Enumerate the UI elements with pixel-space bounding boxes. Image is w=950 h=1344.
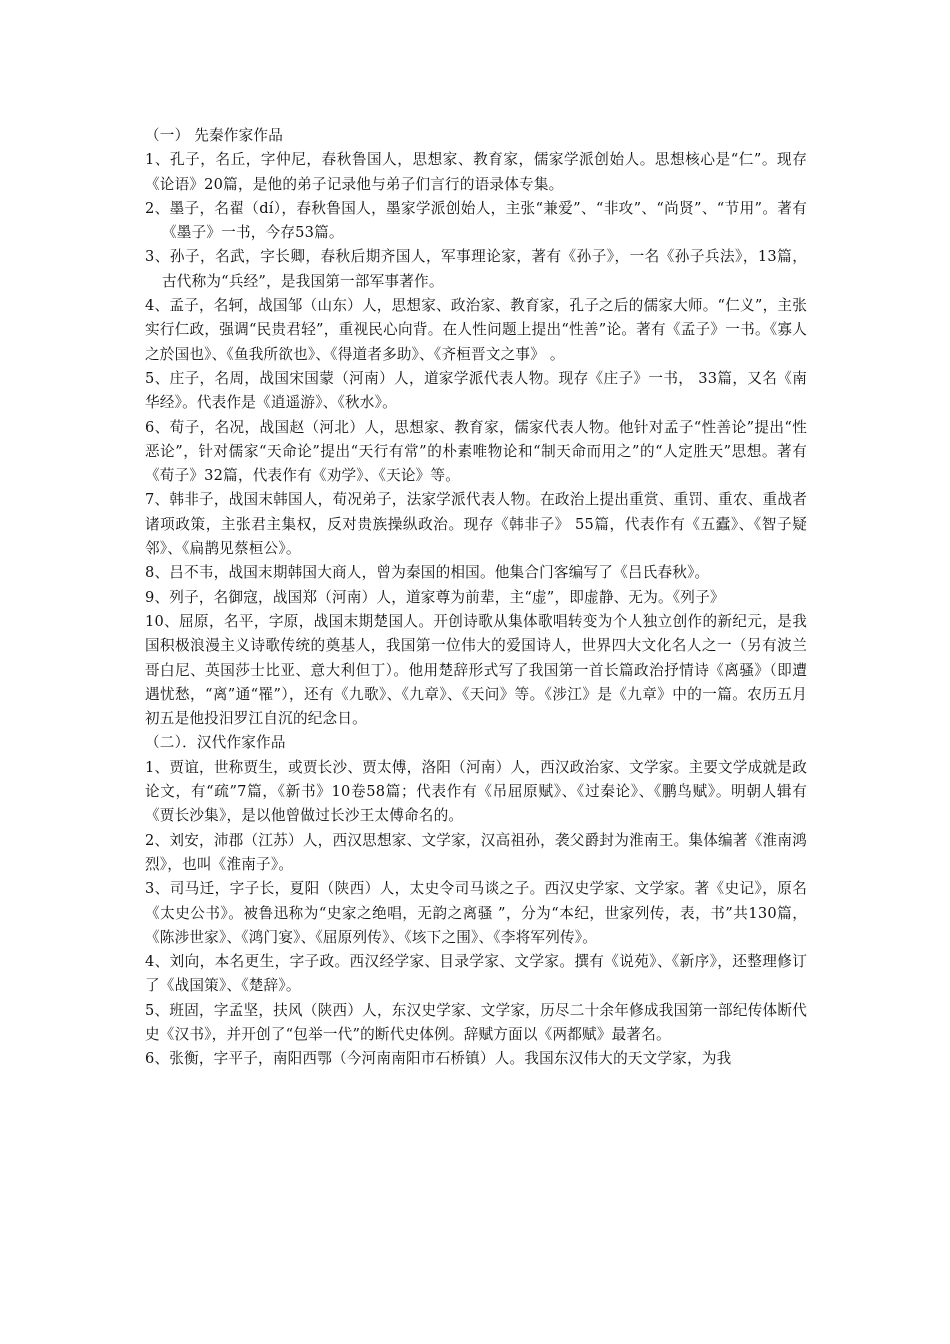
item-number: 8、 — [145, 564, 170, 582]
item-number: 2、 — [145, 199, 170, 217]
item-text: 孙子，名武，字长卿，春秋后期齐国人，军事理论家，著有《孙子》，一名《孙子兵法》，13篇，古代称为“兵经”，是我国第一部军事著作。 — [162, 248, 807, 290]
item-number: 9、 — [145, 588, 170, 606]
item-number: 6、 — [145, 418, 170, 436]
document-body — [145, 124, 807, 1072]
item-text: 墨子，名翟（dí），春秋鲁国人，墨家学派创始人，主张“兼爱”、“非攻”、“尚贤”、“节用”。著有《墨子》一书，今存53篇。 — [162, 199, 807, 242]
item-number: 4、 — [145, 953, 170, 971]
item-text: 庄子，名周，战国宋国蒙（河南）人，道家学派代表人物。现存《庄子》一书， 33篇，又名《南华经》。代表作是《逍遥游》、《秋水》。 — [145, 369, 808, 412]
item-text: 贾谊，世称贾生，或贾长沙、贾太傅，洛阳（河南）人，西汉政治家、文学家。主要文学成就是政论文，有“疏”7篇，《新书》10卷58篇；代表作有《吊屈原赋》、《过秦论》、《鹏鸟赋》。明朝人辑有《贾长沙集》，是以他曾做过长沙王太傅命名的。 — [145, 758, 808, 825]
item-number: 2、 — [145, 831, 170, 849]
item-number: 6、 — [145, 1050, 170, 1068]
item-text: 孔子，名丘，字仲尼，春秋鲁国人，思想家、教育家，儒家学派创始人。思想核心是“仁”。现存《论语》20篇，是他的弟子记录他与弟子们言行的语录体专集。 — [145, 151, 807, 193]
list-item — [145, 610, 807, 731]
item-number: 1、 — [145, 758, 170, 776]
list-item — [145, 999, 807, 1048]
item-number: 5、 — [145, 369, 170, 387]
item-text: 刘向，本名更生，字子政。西汉经学家、目录学家、文学家。撰有《说苑》、《新序》，还整理修订了《战国策》、《楚辞》。 — [145, 953, 808, 995]
item-number: 10、 — [145, 612, 180, 630]
section-heading: （二）．汉代作家作品 — [145, 734, 286, 752]
list-item — [145, 367, 807, 416]
item-number: 5、 — [145, 1001, 170, 1019]
list-item — [145, 756, 807, 829]
item-text: 孟子，名轲，战国邹（山东）人，思想家、政治家、教育家，孔子之后的儒家大师。“仁义”，主张实行仁政，强调“民贵君轻”，重视民心向背。在人性问题上提出“性善”论。著有《孟子》一书。《寡人之於国也》、《鱼我所欲也》、《得道者多助》、《齐桓晋文之事》 。 — [145, 297, 807, 363]
list-item — [145, 197, 807, 246]
item-text: 司马迁，字子长，夏阳（陕西）人，太史令司马谈之子。西汉史学家、文学家。著《史记》，原名《太史公书》。被鲁迅称为“史家之绝唱，无韵之离骚 ”，分为“本纪，世家列传，表，书”共130篇，《陈涉世家》、《鸿门宴》、《屈原列传》、《垓下之围》、《李将军列传》。 — [145, 880, 807, 946]
item-number: 4、 — [145, 297, 170, 315]
item-number: 7、 — [145, 491, 170, 509]
item-text: 韩非子，战国末韩国人，荀况弟子，法家学派代表人物。在政治上提出重赏、重罚、重农、重战者诸项政策，主张君主集权，反对贵族操纵政治。现存《韩非子》 55篇，代表作有《五蠹》、《智子疑邻》、《扁鹊见蔡桓公》。 — [145, 491, 808, 558]
item-text: 班固，字孟坚，扶风（陕西）人，东汉史学家、文学家，历尽二十余年修成我国第一部纪传体断代史《汉书》，并开创了“包举一代”的断代史体例。辞赋方面以《两都赋》最著名。 — [145, 1001, 808, 1043]
list-item — [145, 294, 807, 367]
list-item — [145, 561, 807, 585]
list-item — [145, 148, 807, 197]
item-text: 荀子，名况，战国赵（河北）人，思想家、教育家，儒家代表人物。他针对孟子“性善论”提出“性恶论”，针对儒家“天命论”提出“天行有常”的朴素唯物论和“制天命而用之”的“人定胜天”思想。著有《荀子》32篇，代表作有《劝学》、《天论》等。 — [145, 418, 808, 485]
item-text: 吕不韦，战国末期韩国大商人，曾为秦国的相国。他集合门客编写了《吕氏春秋》。 — [169, 564, 710, 582]
list-item — [145, 829, 807, 878]
item-number: 3、 — [145, 880, 170, 898]
list-item — [145, 586, 807, 610]
item-number: 1、 — [145, 151, 170, 169]
list-item — [145, 877, 807, 950]
section-heading: （一） 先秦作家作品 — [145, 127, 283, 144]
list-item — [145, 488, 807, 561]
item-text: 刘安，沛郡（江苏）人，西汉思想家、文学家，汉高祖孙，袭父爵封为淮南王。集体编著《淮南鸿烈》，也叫《淮南子》。 — [145, 831, 808, 873]
item-number: 3、 — [145, 248, 170, 266]
list-item — [145, 416, 807, 489]
list-item — [145, 1047, 807, 1071]
list-item — [145, 245, 807, 294]
item-text: 张衡，字平子，南阳西鄂（今河南南阳市石桥镇）人。我国东汉伟大的天文学家，为我 — [169, 1050, 732, 1068]
item-text: 屈原，名平，字原，战国末期楚国人。开创诗歌从集体歌唱转变为个人独立创作的新纪元，是我国积极浪漫主义诗歌传统的奠基人，我国第一位伟大的爱国诗人，世界四大文化名人之一（另有波兰哥白尼、英国莎士比亚、意大利但丁）。他用楚辞形式写了我国第一首长篇政治抒情诗《离骚》（即遭遇忧愁，“离”通“罹”），还有《九歌》、《九章》、《天问》等。《涉江》是《九章》中的一篇。农历五月初五是他投汨罗江自沉的纪念日。 — [145, 612, 808, 728]
list-item — [145, 950, 807, 999]
item-text: 列子，名御寇，战国郑（河南）人，道家尊为前辈，主“虚”，即虚静、无为。《列子》 — [169, 588, 725, 606]
